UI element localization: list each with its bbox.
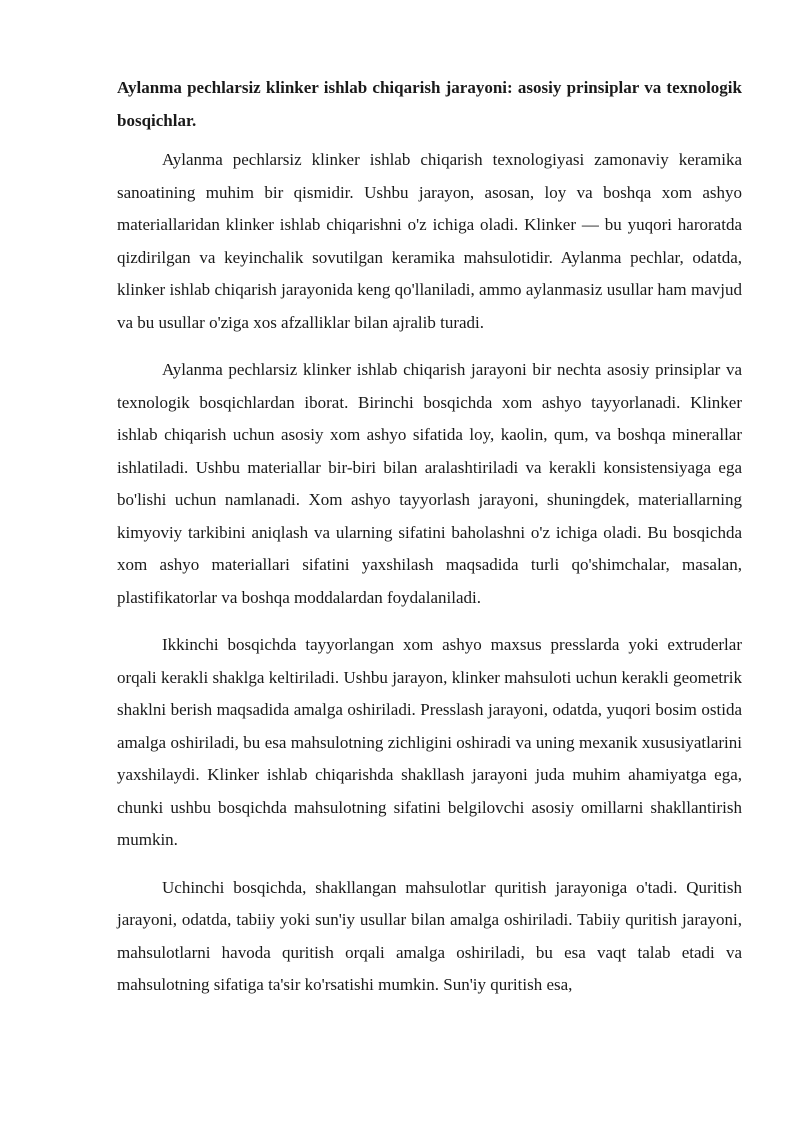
paragraph-3: Ikkinchi bosqichda tayyorlangan xom ashyo maxsus presslarda yoki extruderlar orqali kerakli shaklga keltiriladi. Ushbu jarayon, klinker mahsuloti uchun kerakli geometrik shaklni berish maqsadida amalga oshiriladi. Presslash jarayoni, odatda, yuqori bosim ostida amalga oshiriladi, bu esa mahsulotning zichligini oshiradi va uning mexanik xususiyatlarini yaxshilaydi. Klinker ishlab chiqarishda shakllash jarayoni juda muhim ahamiyatga ega, chunki ushbu bosqichda mahsulotning sifatini belgilovchi asosiy omillarni shakllantirish mumkin. — [117, 635, 742, 849]
document-title: Aylanma pechlarsiz klinker ishlab chiqarish jarayoni: asosiy prinsiplar va texnologik bosqichlar. — [117, 78, 742, 130]
document-page — [117, 72, 742, 1017]
paragraph-4: Uchinchi bosqichda, shakllangan mahsulotlar quritish jarayoniga o'tadi. Quritish jarayoni, odatda, tabiiy yoki sun'iy usullar bilan amalga oshiriladi. Tabiiy quritish jarayoni, mahsulotlarni havoda quritish orqali amalga oshiriladi, bu esa vaqt talab etadi va mahsulotning sifatiga ta'sir ko'rsatishi mumkin. Sun'iy quritish esa, — [117, 877, 742, 994]
paragraph-2: Aylanma pechlarsiz klinker ishlab chiqarish jarayoni bir nechta asosiy prinsiplar va texnologik bosqichlardan iborat. Birinchi bosqichda xom ashyo tayyorlanadi. Klinker ishlab chiqarish uchun asosiy xom ashyo sifatida loy, kaolin, qum, va boshqa minerallar ishlatiladi. Ushbu materiallar bir-biri bilan aralashtiriladi va kerakli konsistensiyaga ega bo'lishi uchun namlanadi. Xom ashyo tayyorlash jarayoni, shuningdek, materiallarning kimyoviy tarkibini aniqlash va ularning sifatini baholashni o'z ichiga oladi. Bu bosqichda xom ashyo materiallari sifatini yaxshilash maqsadida turli qo'shimchalar, masalan, plastifikatorlar va boshqa moddalardan foydalaniladi. — [117, 360, 742, 607]
paragraph-1: Aylanma pechlarsiz klinker ishlab chiqarish texnologiyasi zamonaviy keramika sanoatining muhim bir qismidir. Ushbu jarayon, asosan, loy va boshqa xom ashyo materiallaridan klinker ishlab chiqarishni o'z ichiga oladi. Klinker — bu yuqori haroratda qizdirilgan va keyinchalik sovutilgan keramika mahsulotidir. Aylanma pechlar, odatda, klinker ishlab chiqarish jarayonida keng qo'llaniladi, ammo aylanmasiz usullar ham mavjud va bu usullar o'ziga xos afzalliklar bilan ajralib turadi. — [117, 150, 742, 332]
